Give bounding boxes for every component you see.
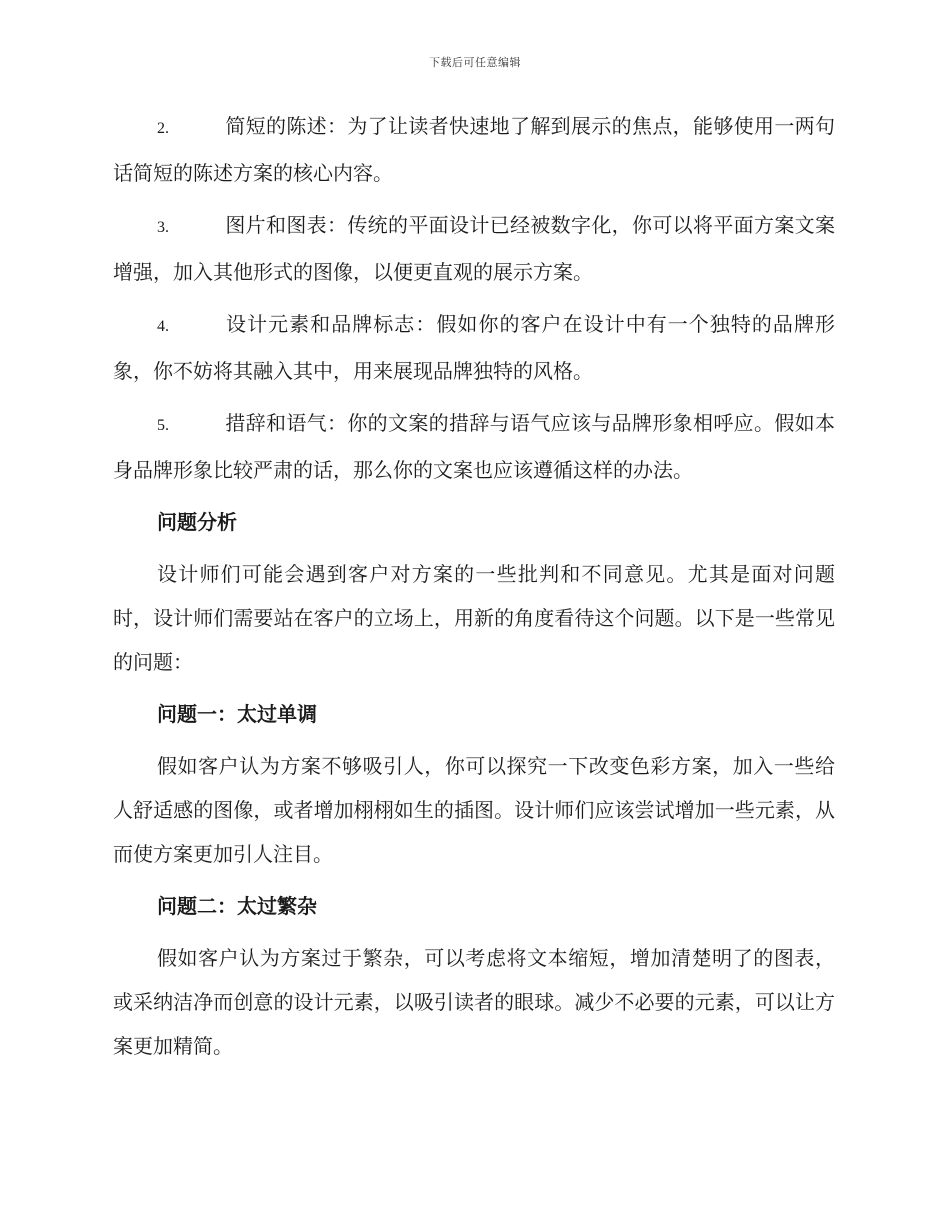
list-item-number: 5. <box>157 417 169 434</box>
list-item-number: 4. <box>157 318 169 335</box>
list-item <box>113 203 835 294</box>
section-heading: 问题分析 <box>157 510 237 534</box>
section-intro: 设计师们可能会遇到客户对方案的一些批判和不同意见。尤其是面对问题时，设计师们需要站在客户的立场上，用新的角度看待这个问题。以下是一些常见的问题： <box>113 562 835 674</box>
page-header: 下载后可任意编辑 <box>429 56 521 69</box>
list-item <box>113 302 835 393</box>
problem-text: 假如客户认为方案过于繁杂，可以考虑将文本缩短，增加清楚明了的图表，或采纳洁净而创意的设计元素，以吸引读者的眼球。减少不必要的元素，可以让方案更加精简。 <box>113 946 835 1058</box>
document-body <box>113 104 835 1076</box>
list-item-text: 图片和图表：传统的平面设计已经被数字化，你可以将平面方案文案增强，加入其他形式的图像，以便更直观的展示方案。 <box>113 213 835 284</box>
list-item <box>113 104 835 195</box>
list-item-text: 设计元素和品牌标志：假如你的客户在设计中有一个独特的品牌形象，你不妨将其融入其中，用来展现品牌独特的风格。 <box>113 312 835 383</box>
list-item-number: 2. <box>157 120 169 137</box>
list-item-text: 简短的陈述：为了让读者快速地了解到展示的焦点，能够使用一两句话简短的陈述方案的核心内容。 <box>113 114 835 185</box>
problem-heading: 问题二：太过繁杂 <box>157 894 317 918</box>
list-item-text: 措辞和语气：你的文案的措辞与语气应该与品牌形象相呼应。假如本身品牌形象比较严肃的话，那么你的文案也应该遵循这样的办法。 <box>113 411 835 482</box>
problem-heading: 问题一：太过单调 <box>157 702 317 726</box>
problem-text: 假如客户认为方案不够吸引人，你可以探究一下改变色彩方案，加入一些给人舒适感的图像，或者增加栩栩如生的插图。设计师们应该尝试增加一些元素，从而使方案更加引人注目。 <box>113 754 835 866</box>
list-item <box>113 401 835 492</box>
list-item-number: 3. <box>157 219 169 236</box>
